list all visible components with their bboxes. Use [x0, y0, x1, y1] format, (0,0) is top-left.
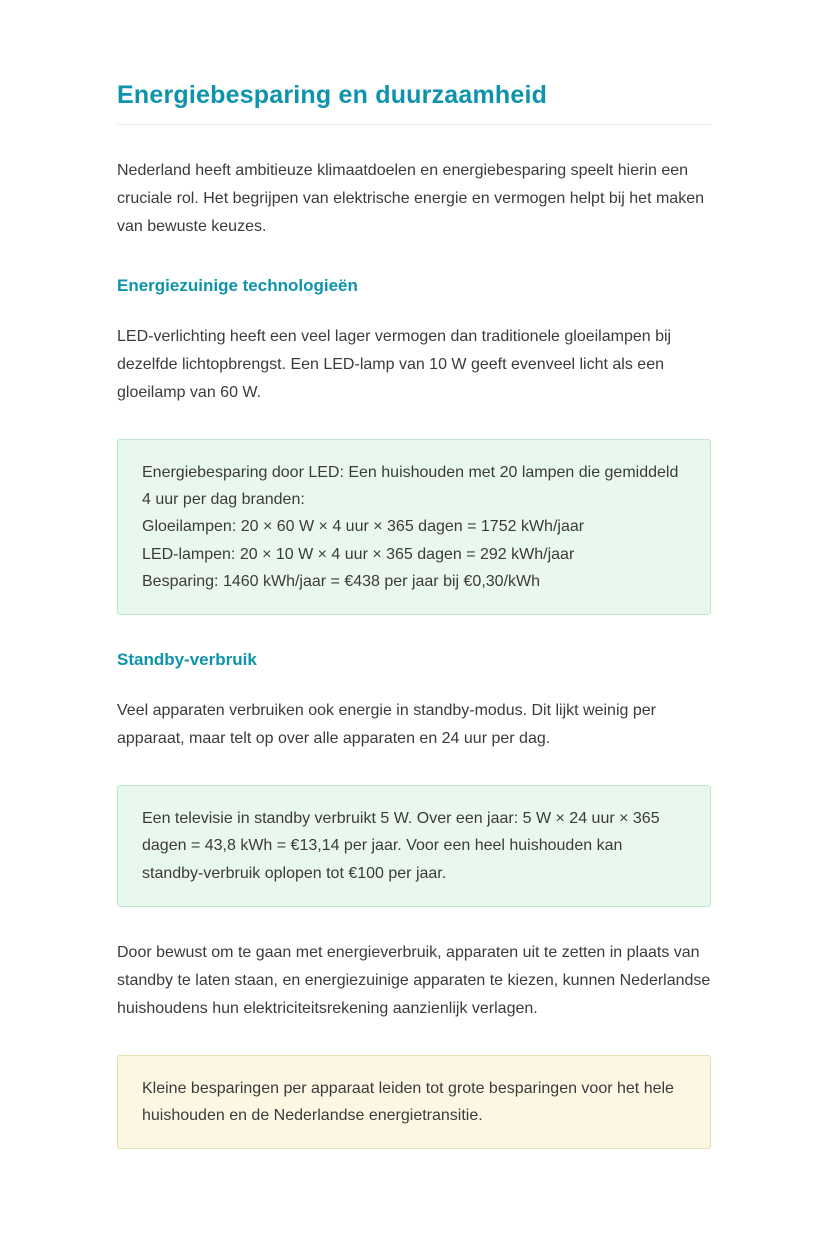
standby-example-box — [117, 785, 711, 907]
led-box-line-besparing: Besparing: 1460 kWh/jaar = €438 per jaar bij €0,30/kWh — [142, 572, 541, 590]
standby-paragraph: Veel apparaten verbruiken ook energie in standby-modus. Dit lijkt weinig per apparaat, maar telt op over alle apparaten en 24 uur per dag. — [117, 702, 656, 748]
section-heading-energy-technologies: Energiezuinige technologieën — [117, 276, 358, 295]
section-heading-standby: Standby-verbruik — [117, 650, 257, 670]
page-title: Energiebesparing en duurzaamheid — [117, 81, 548, 109]
led-paragraph: LED-verlichting heeft een veel lager vermogen dan traditionele gloeilampen bij dezelfde lichtopbrengst. Een LED-lamp van 10 W geeft evenveel licht als een gloeilamp van 60 W. — [117, 328, 672, 402]
led-savings-box — [117, 439, 711, 615]
conclusion-paragraph: Door bewust om te gaan met energieverbruik, apparaten uit te zetten in plaats van standby te laten staan, en energiezuinige apparaten te kiezen, kunnen Nederlandse huishoudens hun elektriciteitsrekening aanzienlijk verlagen. — [117, 943, 711, 1017]
takeaway-box — [117, 1055, 711, 1149]
led-box-line-ledlampen: LED-lampen: 20 × 10 W × 4 uur × 365 dagen = 292 kWh/jaar — [142, 545, 575, 563]
intro-paragraph: Nederland heeft ambitieuze klimaatdoelen en energiebesparing speelt hierin een cruciale rol. Het begrijpen van elektrische energie en vermogen helpt bij het maken van bewuste keuzes. — [117, 162, 704, 235]
led-box-line-gloeilampen: Gloeilampen: 20 × 60 W × 4 uur × 365 dagen = 1752 kWh/jaar — [142, 518, 585, 536]
led-box-line-intro: Energiebesparing door LED: Een huishouden met 20 lampen die gemiddeld 4 uur per dag branden: — [142, 464, 679, 509]
standby-box-text: Een televisie in standby verbruikt 5 W. Over een jaar: 5 W × 24 uur × 365 dagen = 43,8 kWh = €13,14 per jaar. Voor een heel huishouden kan standby-verbruik oplopen tot €100 per jaar. — [142, 810, 660, 882]
takeaway-text: Kleine besparingen per apparaat leiden tot grote besparingen voor het hele huishouden en de Nederlandse energietransitie. — [142, 1079, 674, 1124]
title-divider — [117, 124, 711, 125]
